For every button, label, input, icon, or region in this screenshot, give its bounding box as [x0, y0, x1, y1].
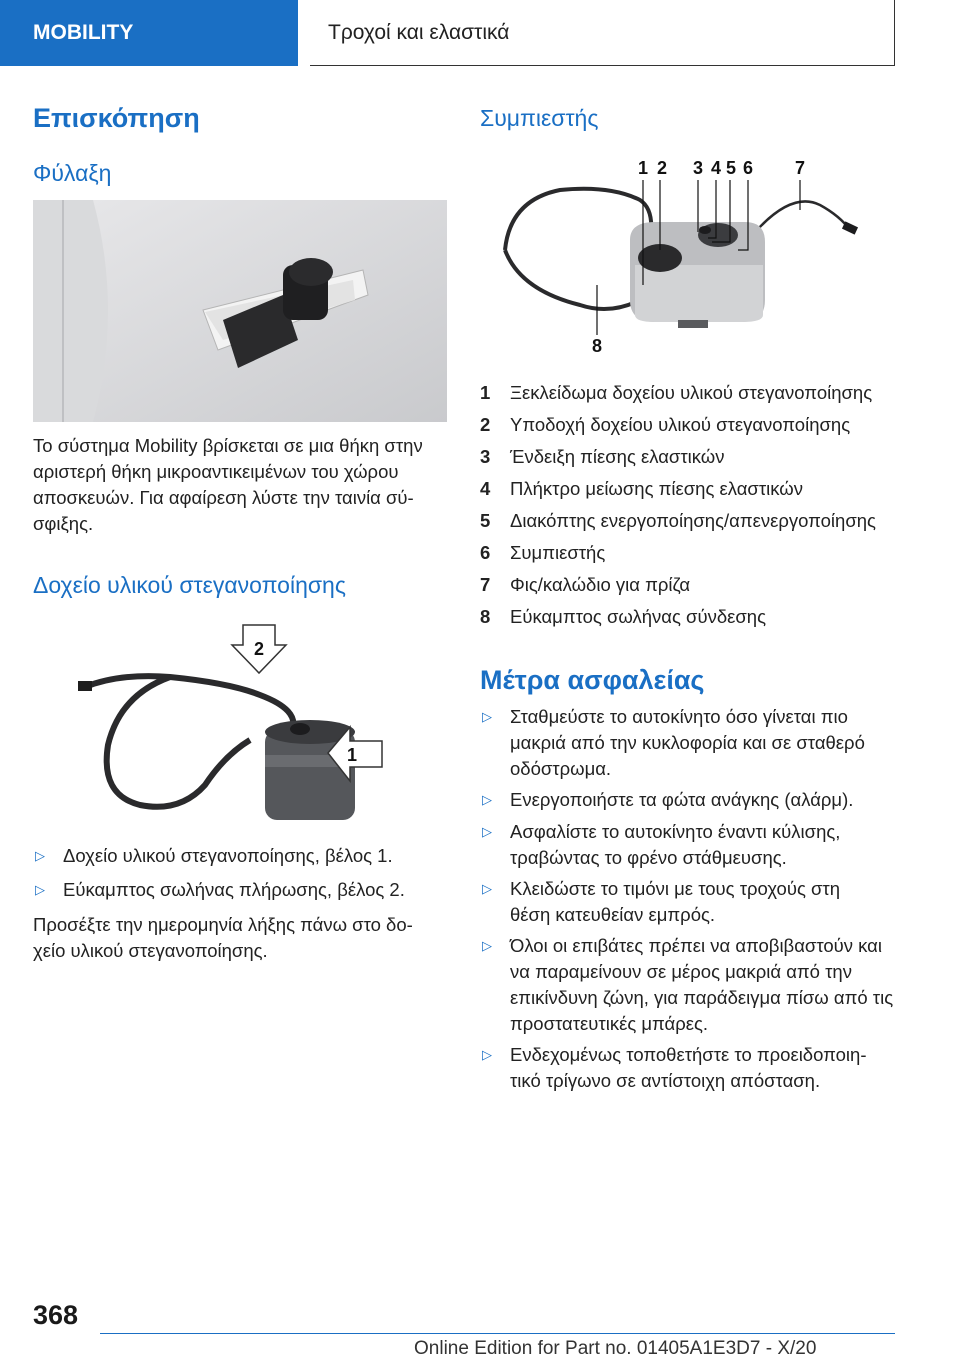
heading-compressor: Συμπιεστής — [480, 105, 599, 131]
compressor-diagram — [480, 150, 890, 365]
legend-item: 3 Ένδειξη πίεσης ελαστικών — [480, 446, 725, 467]
diagram-label-7: 7 — [794, 158, 806, 178]
triangle-bullet-icon: ▷ — [482, 709, 492, 724]
legend-item: 2 Υποδοχή δοχείου υλικού στεγανοποίησης — [480, 414, 851, 435]
legend-item: 1 Ξεκλείδωμα δοχείου υλικού στεγανοποίησης — [480, 382, 873, 403]
heading-safety-measures: Μέτρα ασφαλείας — [480, 665, 705, 695]
storage-text-line-3: αποσκευών. Για αφαίρεση λύστε την ταινία σύ- — [33, 487, 414, 508]
page-number: 368 — [33, 1300, 79, 1330]
expiry-note-line-2: χείο υλικού στεγανοποίησης. — [33, 940, 268, 961]
list-item: ▷ Όλοι οι επιβάτες πρέπει να αποβιβαστούν και να παραμείνουν σε μέρος μακριά από την επικίνδυνη ζώνη, για παράδειγμα πίσω από τις προστατευτικές μπάρες. — [482, 935, 894, 1034]
heading-storage: Φύλαξη — [33, 160, 112, 186]
triangle-bullet-icon: ▷ — [482, 938, 492, 953]
triangle-bullet-icon: ▷ — [482, 792, 492, 807]
list-item: ▷ Κλειδώστε το τιμόνι με τους τροχούς στη θέση κατευθείαν εμπρός. — [482, 878, 841, 925]
diagram-label-6: 6 — [742, 158, 754, 178]
list-item: ▷ Ενεργοποιήστε τα φώτα ανάγκης (αλάρμ). — [480, 787, 853, 813]
triangle-bullet-icon: ▷ — [482, 1047, 492, 1062]
diagram-label-5: 5 — [725, 158, 737, 178]
diagram-label-4: 4 — [710, 158, 722, 178]
legend-item: 5 Διακόπτης ενεργοποίησης/απενεργοποίησης — [480, 510, 876, 531]
footer-divider — [100, 1333, 895, 1334]
chapter-title: Τροχοί και ελαστικά — [310, 0, 895, 66]
list-item: ▷ Δοχείο υλικού στεγανοποίησης, βέλος 1. — [33, 843, 393, 869]
diagram-label-2: 2 — [656, 158, 668, 178]
triangle-bullet-icon: ▷ — [35, 882, 45, 897]
legend-item: 6 Συμπιεστής — [480, 542, 606, 563]
list-item: ▷ Εύκαμπτος σωλήνας πλήρωσης, βέλος 2. — [33, 877, 405, 903]
heading-sealant-container: Δοχείο υλικού στεγανοποίησης — [33, 572, 346, 598]
storage-text-line-1: Το σύστημα Mobility βρίσκεται σε μια θήκη στην — [33, 435, 423, 456]
sealant-container-illustration — [60, 615, 430, 830]
callout-1: 1 — [346, 745, 358, 765]
edition-note: Online Edition for Part no. 01405A1E3D7 - X/20 — [414, 1338, 817, 1359]
heading-overview: Επισκόπηση — [33, 103, 200, 133]
list-item: ▷ Ασφαλίστε το αυτοκίνητο έναντι κύλισης, τραβώντας το φρένο στάθμευσης. — [482, 821, 841, 868]
diagram-label-8: 8 — [591, 336, 603, 356]
triangle-bullet-icon: ▷ — [35, 848, 45, 863]
diagram-label-1: 1 — [637, 158, 649, 178]
legend-item: 7 Φις/καλώδιο για πρίζα — [480, 574, 691, 595]
storage-photo — [33, 200, 447, 422]
diagram-label-3: 3 — [692, 158, 704, 178]
triangle-bullet-icon: ▷ — [482, 824, 492, 839]
callout-2: 2 — [253, 639, 265, 659]
triangle-bullet-icon: ▷ — [482, 881, 492, 896]
expiry-note-line-1: Προσέξτε την ημερομηνία λήξης πάνω στο δο- — [33, 914, 413, 935]
section-tab: MOBILITY — [0, 0, 298, 66]
storage-text-line-4: σφιξης. — [33, 513, 94, 534]
list-item: ▷ Ενδεχομένως τοποθετήστε το προειδοποιη- τικό τρίγωνο σε αντίστοιχη απόσταση. — [482, 1044, 867, 1091]
legend-item: 4 Πλήκτρο μείωσης πίεσης ελαστικών — [480, 478, 803, 499]
storage-text-line-2: αριστερή θήκη μικροαντικειμένων του χώρου — [33, 461, 399, 482]
list-item: ▷ Σταθμεύστε το αυτοκίνητο όσο γίνεται πιο μακριά από την κυκλοφορία και σε σταθερό οδόστρωμα. — [482, 706, 865, 779]
legend-item: 8 Εύκαμπτος σωλήνας σύνδεσης — [480, 606, 766, 627]
